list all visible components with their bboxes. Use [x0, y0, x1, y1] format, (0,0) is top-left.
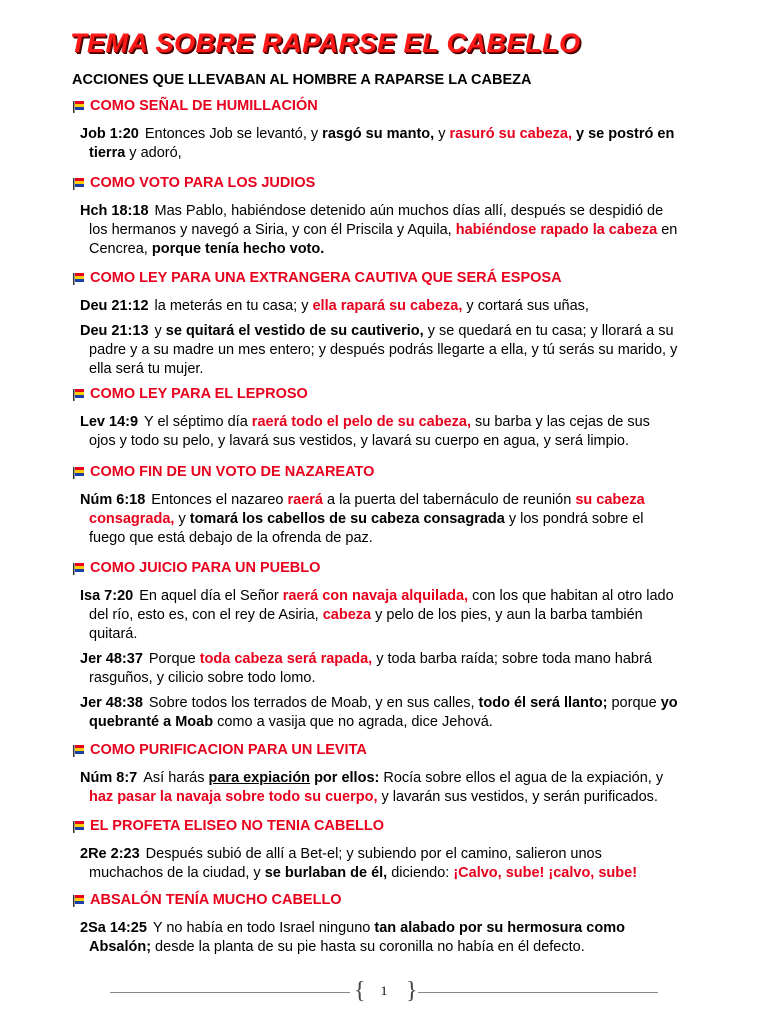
section-heading-text: EL PROFETA ELISEO NO TENIA CABELLO: [90, 818, 385, 834]
verse-text-segment: En aquel día el Señor: [139, 588, 283, 604]
verse-text-segment: y: [434, 126, 450, 142]
verse-text-segment: diciendo:: [387, 865, 454, 881]
verse: [80, 491, 678, 548]
verse-text-segment: su barba y las cejas de sus ojos y todo su pelo, y lavará sus vestidos, y lavará su cuerpo en agua, y será limpio.: [89, 414, 650, 449]
verse-text-segment: y se quedará en tu casa; y llorará a su padre y a su madre un mes entero; y después podrás llegarte a ella, y tú serás su marido, y ella será tu mujer.: [89, 323, 678, 377]
section-heading: [72, 816, 768, 836]
section-heading-text: COMO FIN DE UN VOTO DE NAZAREATO: [90, 464, 375, 480]
section-heading-text: COMO LEY PARA UNA EXTRANGERA CAUTIVA QUE SERÁ ESPOSA: [90, 270, 562, 286]
verse-text-segment: haz pasar la navaja sobre todo su cuerpo,: [89, 789, 378, 805]
verse-text-segment: Porque: [148, 651, 200, 667]
verse: [80, 125, 678, 163]
verse-text-segment: y los pondrá sobre el fuego que está debajo de la ofrenda de paz.: [89, 511, 644, 546]
verse-text-segment: Entonces el nazareo: [151, 492, 288, 508]
flag-bullet-icon: [72, 820, 85, 833]
verse-text-segment: ¡Calvo, sube! ¡calvo, sube!: [453, 865, 638, 881]
document-title: TEMA SOBRE RAPARSE EL CABELLO: [70, 28, 581, 58]
verse-text-segment: por ellos:: [310, 770, 380, 786]
verse-reference: Núm 6:18: [80, 492, 146, 508]
verse-reference: Jer 48:38: [80, 695, 143, 711]
verse: [80, 694, 678, 732]
section: [0, 384, 768, 451]
verse-text-segment: toda cabeza será rapada,: [199, 651, 373, 667]
verse-text-segment: tomará los cabellos de su cabeza consagrada: [189, 511, 505, 527]
footer-rule-left: [110, 992, 350, 993]
section-heading-text: COMO LEY PARA EL LEPROSO: [90, 386, 308, 402]
verse-text-segment: para expiación: [208, 770, 311, 786]
verse: [80, 413, 678, 451]
verse-text-segment: en Cencrea,: [89, 222, 678, 257]
footer-brace-left: {: [354, 978, 366, 1004]
footer-rule-right: [418, 992, 658, 993]
verse-text-segment: se quitará el vestido de su cautiverio,: [165, 323, 424, 339]
section: [0, 558, 768, 732]
section-heading-text: COMO PURIFICACION PARA UN LEVITA: [90, 742, 367, 758]
verse-text-segment: raerá: [287, 492, 323, 508]
verse-text-segment: la meterás en tu casa; y: [154, 298, 313, 314]
verse-text-segment: se burlaban de él,: [264, 865, 388, 881]
verse-text-segment: Así harás: [143, 770, 209, 786]
flag-bullet-icon: [72, 388, 85, 401]
verse-reference: Deu 21:12: [80, 298, 149, 314]
verse-text-segment: Sobre todos los terrados de Moab, y en sus calles,: [148, 695, 479, 711]
verse-text-segment: Y no había en todo Israel ninguno: [152, 920, 375, 936]
section: [0, 816, 768, 883]
verse-text-segment: porque tenía hecho voto.: [151, 241, 325, 257]
verse-text-segment: rasgó su manto,: [322, 126, 435, 142]
verse-text-segment: ella rapará su cabeza,: [312, 298, 463, 314]
verse-text-segment: y: [174, 511, 190, 527]
verse-reference: Jer 48:37: [80, 651, 143, 667]
verse-text-segment: y: [154, 323, 166, 339]
flag-bullet-icon: [72, 272, 85, 285]
verse-text-segment: con los que habitan al otro lado del río, esto es, con el rey de Asiria,: [89, 588, 674, 623]
section: [0, 740, 768, 807]
verse-reference: Hch 18:18: [80, 203, 149, 219]
flag-bullet-icon: [72, 744, 85, 757]
section-heading: [72, 462, 768, 482]
section-heading-text: COMO SEÑAL DE HUMILLACIÓN: [90, 98, 318, 114]
verse-text-segment: rasuró su cabeza,: [449, 126, 572, 142]
flag-bullet-icon: [72, 177, 85, 190]
verse-reference: Núm 8:7: [80, 770, 138, 786]
verse-text-segment: porque: [607, 695, 661, 711]
verse-text-segment: y toda barba raída; sobre toda mano habrá rasguños, y cilicio sobre todo lomo.: [89, 651, 652, 686]
verse-text-segment: raerá con navaja alquilada,: [282, 588, 469, 604]
verse-reference: Isa 7:20: [80, 588, 134, 604]
verse-text-segment: desde la planta de su pie hasta su coronilla no había en él defecto.: [151, 939, 585, 955]
verse: [80, 650, 678, 688]
document-subtitle: ACCIONES QUE LLEVABAN AL HOMBRE A RAPARSE LA CABEZA: [72, 72, 532, 88]
verse: [80, 769, 678, 807]
section-heading-text: COMO VOTO PARA LOS JUDIOS: [90, 175, 316, 191]
section-heading: [72, 384, 768, 404]
section-heading-text: COMO JUICIO PARA UN PUEBLO: [90, 560, 321, 576]
verse: [80, 845, 678, 883]
flag-bullet-icon: [72, 562, 85, 575]
verse-text-segment: cabeza: [322, 607, 372, 623]
flag-bullet-icon: [72, 894, 85, 907]
section-heading-text: ABSALÓN TENÍA MUCHO CABELLO: [90, 892, 342, 908]
section: [0, 462, 768, 548]
verse-text-segment: raerá todo el pelo de su cabeza,: [251, 414, 471, 430]
verse-text-segment: Rocía sobre ellos el agua de la expiación, y: [379, 770, 664, 786]
verse-text-segment: y se postró en tierra: [89, 126, 675, 161]
section: [0, 173, 768, 259]
footer-brace-right: }: [406, 978, 418, 1004]
verse: [80, 297, 678, 316]
verse-text-segment: todo él será llanto;: [478, 695, 608, 711]
verse-reference: Job 1:20: [80, 126, 139, 142]
page-footer: [110, 978, 658, 1005]
verse-text-segment: Y el séptimo día: [144, 414, 252, 430]
page-number: 1: [380, 983, 388, 998]
section: [0, 96, 768, 163]
verse-text-segment: Mas Pablo, habiéndose detenido aún muchos días allí, después se despidió de los hermanos y navegó a Siria, y con él Priscila y Aquila,: [89, 203, 664, 238]
verse-text-segment: Después subió de allí a Bet-el; y subiendo por el camino, salieron unos muchachos de la ciudad, y: [89, 846, 602, 881]
flag-bullet-icon: [72, 100, 85, 113]
section-heading: [72, 173, 768, 193]
verse-text-segment: tan alabado por su hermosura como Absalón;: [89, 920, 625, 955]
flag-bullet-icon: [72, 466, 85, 479]
verse: [80, 587, 678, 644]
verse-reference: 2Re 2:23: [80, 846, 140, 862]
verse-text-segment: y adoró,: [125, 145, 182, 161]
verse: [80, 202, 678, 259]
verse-text-segment: su cabeza consagrada,: [89, 492, 645, 527]
verse-text-segment: y lavarán sus vestidos, y serán purificados.: [377, 789, 658, 805]
verse-text-segment: Entonces Job se levantó, y: [144, 126, 323, 142]
verse-text-segment: y pelo de los pies, y aun la barba también quitará.: [89, 607, 643, 642]
verse-reference: Lev 14:9: [80, 414, 139, 430]
verse-text-segment: yo quebranté a Moab: [89, 695, 678, 730]
verse-reference: Deu 21:13: [80, 323, 149, 339]
verse-text-segment: habiéndose rapado la cabeza: [455, 222, 658, 238]
section-heading: [72, 740, 768, 760]
verse-text-segment: como a vasija que no agrada, dice Jehová.: [213, 714, 493, 730]
section: [0, 268, 768, 379]
verse-text-segment: a la puerta del tabernáculo de reunión: [323, 492, 576, 508]
section-heading: [72, 890, 768, 910]
section-heading: [72, 268, 768, 288]
verse-text-segment: y cortará sus uñas,: [462, 298, 589, 314]
verse: [80, 919, 678, 957]
verse-reference: 2Sa 14:25: [80, 920, 147, 936]
section-heading: [72, 96, 768, 116]
verse: [80, 322, 678, 379]
section-heading: [72, 558, 768, 578]
section: [0, 890, 768, 957]
